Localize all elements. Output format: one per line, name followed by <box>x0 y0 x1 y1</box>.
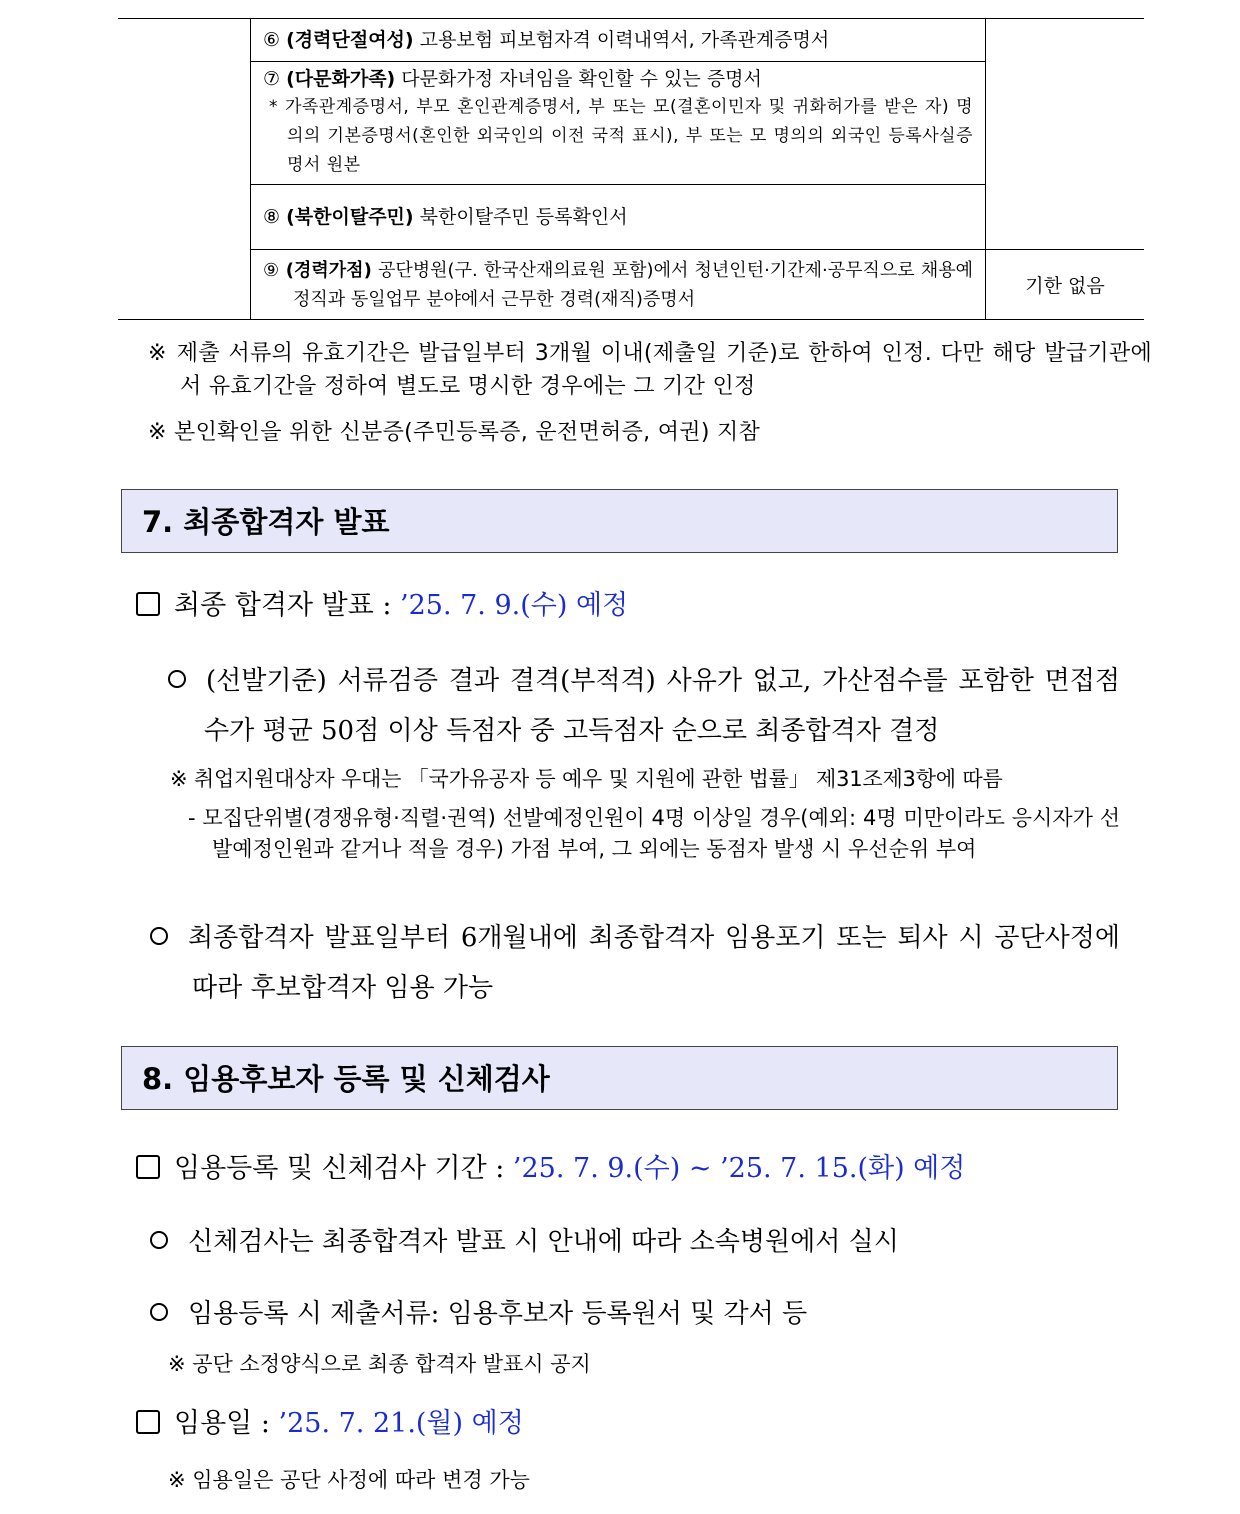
bonus-rule-note: - 모집단위별(경쟁유형·직렬·권역) 선발예정인원이 4명 이상일 경우(예외: 4명 미만이라도 응시자가 선발예정인원과 같거나 적을 경우) 가점 부여, 그 외에는 동점자 발생 시 우선순위 부여 <box>188 806 1120 861</box>
registration-docs-item: 임용등록 시 제출서류: 임용후보자 등록원서 및 각서 등 <box>150 1289 807 1339</box>
section-8-header <box>121 1046 1118 1110</box>
reserve-candidate-item: 최종합격자 발표일부터 6개월내에 최종합격자 임용포기 또는 퇴사 시 공단사정에 따라 후보합격자 임용 가능 <box>150 913 1120 1013</box>
required-documents-table <box>118 18 1144 320</box>
row-text: 북한이탈주민 등록확인서 <box>419 205 628 228</box>
table-blank-cell <box>118 19 251 320</box>
final-announcement-item: 최종 합격자 발표 : ’25. 7. 9.(수) 예정 <box>136 588 628 624</box>
circle-bullet-icon <box>150 1231 168 1249</box>
period-date: ’25. 7. 9.(수) ~ ’25. 7. 15.(화) 예정 <box>512 1153 966 1184</box>
appointment-note: ※ 임용일은 공단 사정에 따라 변경 가능 <box>168 1468 530 1492</box>
section-7-title: 7. 최종합격자 발표 <box>142 505 390 539</box>
table-row: ⑨ (경력가점) 공단병원(구. 한국산재의료원 포함)에서 청년인턴·기간제·공무직으로 채용예정직과 동일업무 분야에서 근무한 경력(재직)증명서 <box>251 250 986 320</box>
table-row: ⑥ (경력단절여성) 고용보험 피보험자격 이력내역서, 가족관계증명서 <box>251 19 986 62</box>
veteran-preference-note: ※ 취업지원대상자 우대는 「국가유공자 등 예우 및 지원에 관한 법률」 제31조제3항에 따름 <box>170 767 1003 791</box>
square-bullet-icon <box>136 1410 160 1434</box>
registration-period-item: 임용등록 및 신체검사 기간 : ’25. 7. 9.(수) ~ ’25. 7. 15.(화) 예정 <box>136 1151 965 1187</box>
table-term-cell: 기한 없음 <box>986 250 1145 320</box>
square-bullet-icon <box>136 592 160 616</box>
docs-note: ※ 공단 소정양식으로 최종 합격자 발표시 공지 <box>168 1352 591 1376</box>
medical-exam-item: 신체검사는 최종합격자 발표 시 안내에 따라 소속병원에서 실시 <box>150 1217 899 1267</box>
row-tag: (북한이탈주민) <box>286 205 414 228</box>
appointment-date-item: 임용일 : ’25. 7. 21.(월) 예정 <box>136 1406 524 1442</box>
circle-bullet-icon <box>168 670 186 688</box>
row-text: 고용보험 피보험자격 이력내역서, 가족관계증명서 <box>419 28 830 51</box>
row-tag: (경력가점) <box>285 259 372 281</box>
row-tag: (경력단절여성) <box>286 28 414 51</box>
square-bullet-icon <box>136 1155 160 1179</box>
row-text: 공단병원(구. 한국산재의료원 포함)에서 청년인턴·기간제·공무직으로 채용예정직과 동일업무 분야에서 근무한 경력(재직)증명서 <box>293 259 973 310</box>
table-term-cell-empty <box>986 19 1145 250</box>
section-8-title: 8. 임용후보자 등록 및 신체검사 <box>142 1062 550 1096</box>
row-tag: (다문화가족) <box>286 68 396 90</box>
row-subnote: * 가족관계증명서, 부모 혼인관계증명서, 부 또는 모(결혼이민자 및 귀화허가를 받은 자) 명의의 기본증명서(혼인한 외국인의 이전 국적 표시), 부 또는 모 명의의 외국인 등록사실증명서 원본 <box>269 97 973 175</box>
appointment-date: ’25. 7. 21.(월) 예정 <box>278 1408 524 1439</box>
validity-note: ※ 제출 서류의 유효기간은 발급일부터 3개월 이내(제출일 기준)로 한하여 인정. 다만 해당 발급기관에서 유효기간을 정하여 별도로 명시한 경우에는 그 기간 인정 <box>148 341 1152 399</box>
circle-bullet-icon <box>150 1303 168 1321</box>
row-text: 다문화가정 자녀임을 확인할 수 있는 증명서 <box>401 68 762 90</box>
table-row: ⑦ (다문화가족) 다문화가정 자녀임을 확인할 수 있는 증명서 * 가족관계증명서, 부모 혼인관계증명서, 부 또는 모(결혼이민자 및 귀화허가를 받은 자) 명의의 기본증명서(혼인한 외국인의 이전 국적 표시), 부 또는 모 명의의 외국인 등록사실증명서 원본 <box>251 62 986 185</box>
section-7-header <box>121 489 1118 553</box>
circle-bullet-icon <box>150 927 168 945</box>
selection-criteria-item: (선발기준) 서류검증 결과 결격(부적격) 사유가 없고, 가산점수를 포함한 면접점수가 평균 50점 이상 득점자 중 고득점자 순으로 최종합격자 결정 <box>150 656 1120 756</box>
table-row: ⑧ (북한이탈주민) 북한이탈주민 등록확인서 <box>251 185 986 250</box>
announce-date: ’25. 7. 9.(수) 예정 <box>400 590 629 621</box>
id-card-note: ※ 본인확인을 위한 신분증(주민등록증, 운전면허증, 여권) 지참 <box>148 420 761 445</box>
